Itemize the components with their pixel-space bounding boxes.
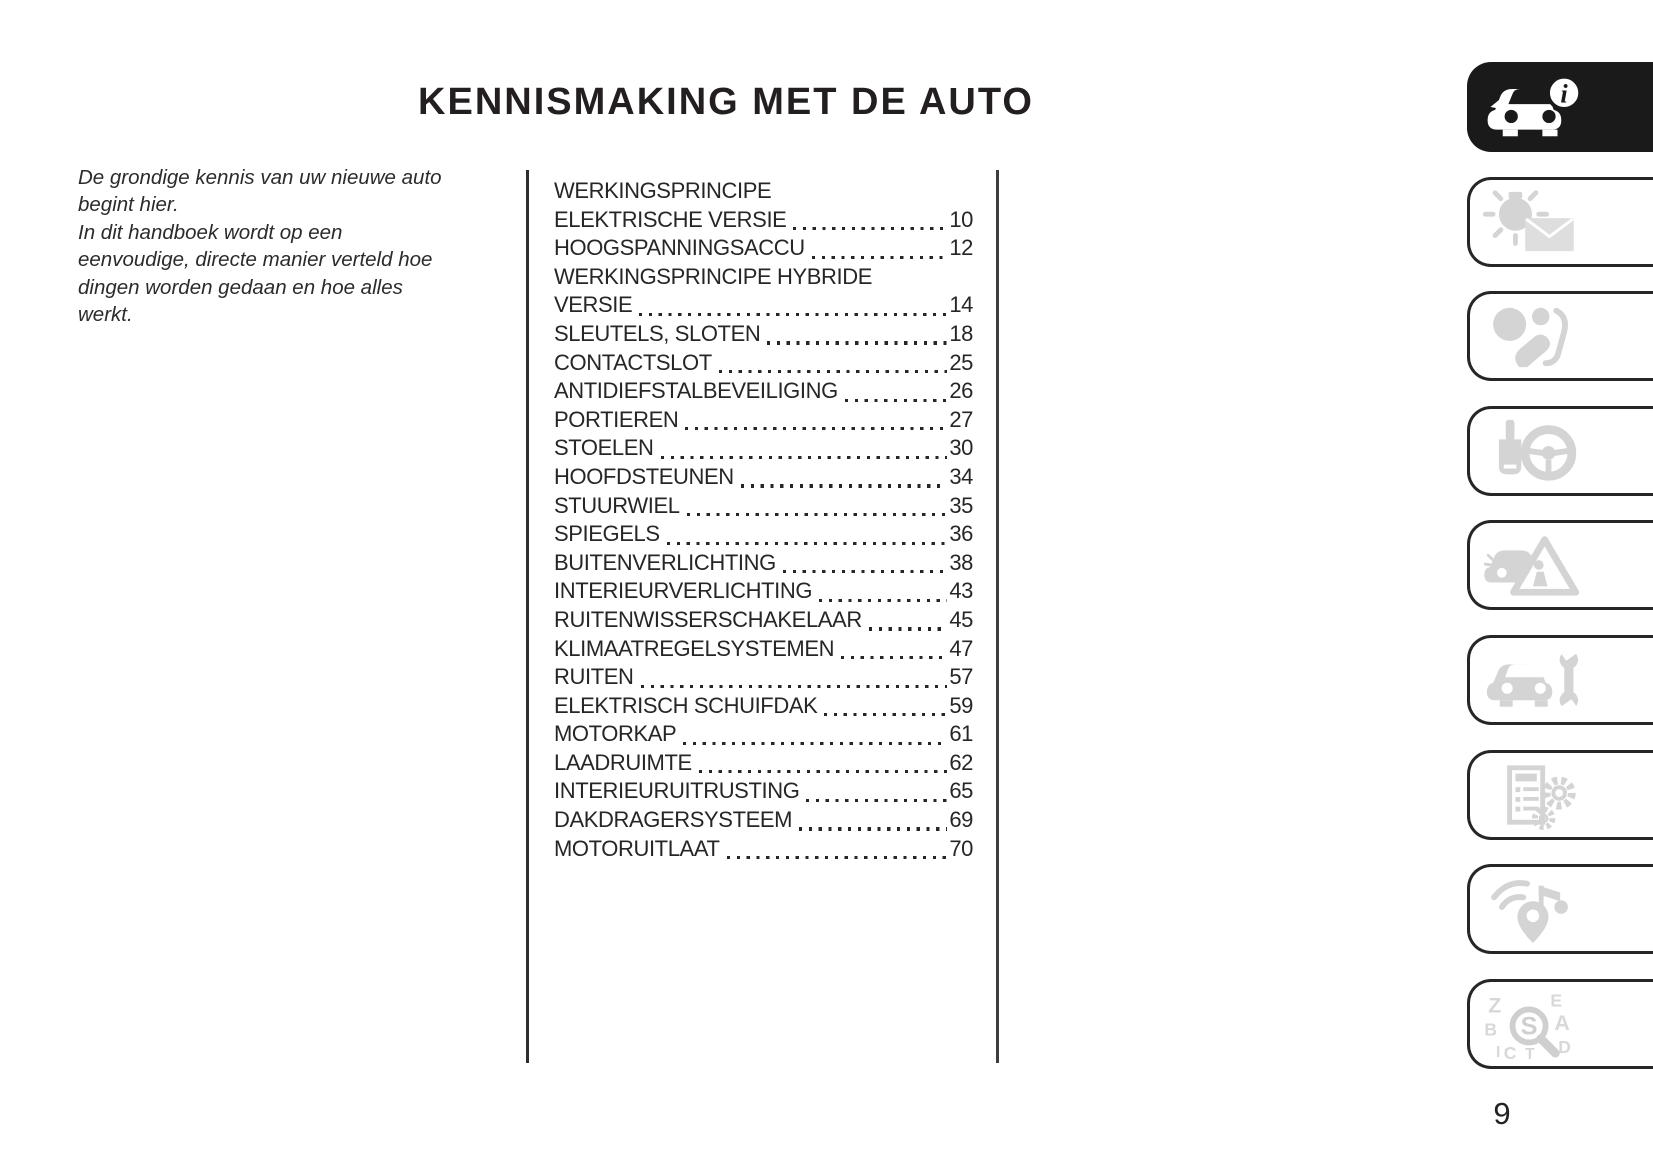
svg-text:i: i [1560,78,1568,109]
intro-line: In dit handboek wordt op een [78,220,343,244]
toc-entry-page: 25 [949,349,973,375]
toc-entry[interactable] [554,807,973,836]
toc-entry-label: STUURWIEL [554,492,680,518]
toc-entry[interactable] [554,578,973,607]
toc-entry-label: RUITENWISSERSCHAKELAAR [554,606,862,632]
tab-emergency[interactable] [1467,520,1653,610]
dot-leader [793,227,947,230]
dot-leader [641,685,948,688]
toc-entry-label: BUITENVERLICHTING [554,549,776,575]
toc-entry[interactable] [554,836,973,865]
toc-entry-label: HOOFDSTEUNEN [554,463,734,489]
svg-text:T: T [1525,1045,1535,1059]
toc-entry-page: 18 [949,320,973,346]
toc-entry[interactable] [554,636,973,665]
spec-sheet-gears-icon [1481,760,1581,830]
dot-leader [799,827,947,830]
dot-leader [683,742,947,745]
toc-entry-label: WERKINGSPRINCIPE [554,178,772,203]
toc-entry-page: 57 [949,664,973,690]
emergency-triangle-icon [1481,530,1581,600]
toc-entry-page: 35 [949,492,973,518]
toc-entry-page: 70 [949,835,973,861]
toc-entry[interactable] [554,607,973,636]
toc-entry[interactable] [554,207,973,236]
dot-leader [639,313,947,316]
toc-entry-label: DAKDRAGERSYSTEEM [554,807,793,833]
toc-entry-page: 59 [949,692,973,718]
toc-entry[interactable] [554,493,973,522]
toc-entry-label: RUITEN [554,664,634,690]
toc-entry[interactable] [554,435,973,464]
toc-entry-page: 62 [949,749,973,775]
toc-entry-label: CONTACTSLOT [554,349,712,375]
toc-entry-label: WERKINGSPRINCIPE HYBRIDE [554,263,873,289]
multimedia-note-pin-icon [1481,874,1581,944]
svg-text:Z: Z [1488,993,1502,1018]
dot-leader [741,484,948,487]
toc-entry-page: 45 [949,606,973,632]
toc-entry[interactable] [554,721,973,750]
dot-leader [806,799,947,802]
page-number: 9 [1493,1096,1511,1131]
dot-leader [667,542,948,545]
toc-entry[interactable] [554,378,973,407]
toc-entry-label: SPIEGELS [554,521,660,547]
svg-text:I: I [1496,1043,1501,1059]
toc-entry[interactable] [554,550,973,579]
toc-entry-page: 14 [949,292,973,318]
safety-airbag-icon [1481,301,1581,371]
toc-entry-label: ELEKTRISCHE VERSIE [554,206,787,232]
svg-text:C: C [1503,1042,1517,1059]
intro-text [78,164,498,328]
toc-entry-label: HOOGSPANNINGSACCU [554,235,805,261]
dot-leader [812,256,948,259]
svg-text:B: B [1484,1019,1497,1040]
toc-entry-label: PORTIEREN [554,406,679,432]
intro-line: begint hier. [78,193,179,217]
toc-entry[interactable] [554,664,973,693]
toc-entry-label: INTERIEURUITRUSTING [554,778,800,804]
tab-safety[interactable] [1467,291,1653,381]
tab-technical-data[interactable] [1467,750,1653,840]
toc-entry[interactable] [554,464,973,493]
dot-leader [685,427,947,430]
toc-entry-label: MOTORKAP [554,721,677,747]
toc-entry-label: ELEKTRISCH SCHUIFDAK [554,692,818,718]
toc-entry-label: STOELEN [554,435,654,461]
dot-leader [824,713,947,716]
toc-entry[interactable] [554,264,973,293]
tab-index[interactable] [1467,979,1653,1069]
toc-entry-page: 10 [949,206,973,232]
toc-entry[interactable] [554,178,973,207]
intro-line: werkt. [78,303,133,327]
key-steering-wheel-icon [1481,416,1581,486]
dot-leader [767,341,947,344]
toc-entry-page: 27 [949,406,973,432]
toc-entry-page: 26 [949,378,973,404]
toc-entry-page: 34 [949,463,973,489]
dot-leader [819,599,947,602]
toc-entry[interactable] [554,778,973,807]
chapter-tab-bar [1467,62,1653,1069]
dot-leader [783,570,948,573]
toc-entry[interactable] [554,235,973,264]
toc-entry-label: ANTIDIEFSTALBEVEILIGING [554,378,838,404]
toc-entry-page: 30 [949,435,973,461]
table-of-contents [526,170,999,1063]
dot-leader [727,856,948,859]
toc-entry-page: 47 [949,635,973,661]
toc-entry-page: 61 [949,721,973,747]
toc-entry-label: LAADRUIMTE [554,749,692,775]
toc-entry[interactable] [554,292,973,321]
dot-leader [661,456,948,459]
toc-entry[interactable] [554,350,973,379]
warning-light-mail-icon [1481,187,1581,257]
toc-entry-label: MOTORUITLAAT [554,835,720,861]
toc-entry[interactable] [554,407,973,436]
toc-entry-page: 43 [949,578,973,604]
toc-entry-page: 69 [949,807,973,833]
car-wrench-service-icon [1481,645,1583,715]
dot-leader [687,513,948,516]
toc-entry[interactable] [554,750,973,779]
index-search-letters-icon [1481,989,1581,1059]
intro-line: dingen worden gedaan en hoe alles [78,275,403,299]
intro-line: eenvoudige, directe manier verteld hoe [78,248,433,272]
dot-leader [845,399,948,402]
svg-text:S: S [1520,1012,1538,1041]
tab-dashboard-warning-lights[interactable] [1467,177,1653,267]
page-title: KENNISMAKING MET DE AUTO [418,81,1034,124]
intro-line: De grondige kennis van uw nieuwe auto [78,166,442,189]
toc-entry-page: 36 [949,521,973,547]
toc-entry-label: SLEUTELS, SLOTEN [554,320,761,346]
toc-entry-page: 12 [949,235,973,261]
toc-entry[interactable] [554,321,973,350]
toc-entry[interactable] [554,521,973,550]
svg-text:A: A [1554,1010,1570,1035]
dot-leader [869,627,948,630]
dot-leader [841,656,947,659]
toc-entry-label: INTERIEURVERLICHTING [554,578,813,604]
dot-leader [719,370,948,373]
svg-text:D: D [1558,1036,1571,1057]
svg-text:E: E [1550,990,1563,1011]
tab-service-maintenance[interactable] [1467,635,1653,725]
toc-entry-label: KLIMAATREGELSYSTEMEN [554,635,835,661]
dot-leader [699,770,948,773]
toc-entry-label: VERSIE [554,292,633,318]
car-info-icon [1481,71,1583,143]
tab-starting-driving[interactable] [1467,406,1653,496]
toc-entry-page: 65 [949,778,973,804]
tab-getting-to-know-car[interactable] [1467,62,1653,152]
toc-entry-page: 38 [949,549,973,575]
toc-entry[interactable] [554,693,973,722]
tab-multimedia[interactable] [1467,864,1653,954]
